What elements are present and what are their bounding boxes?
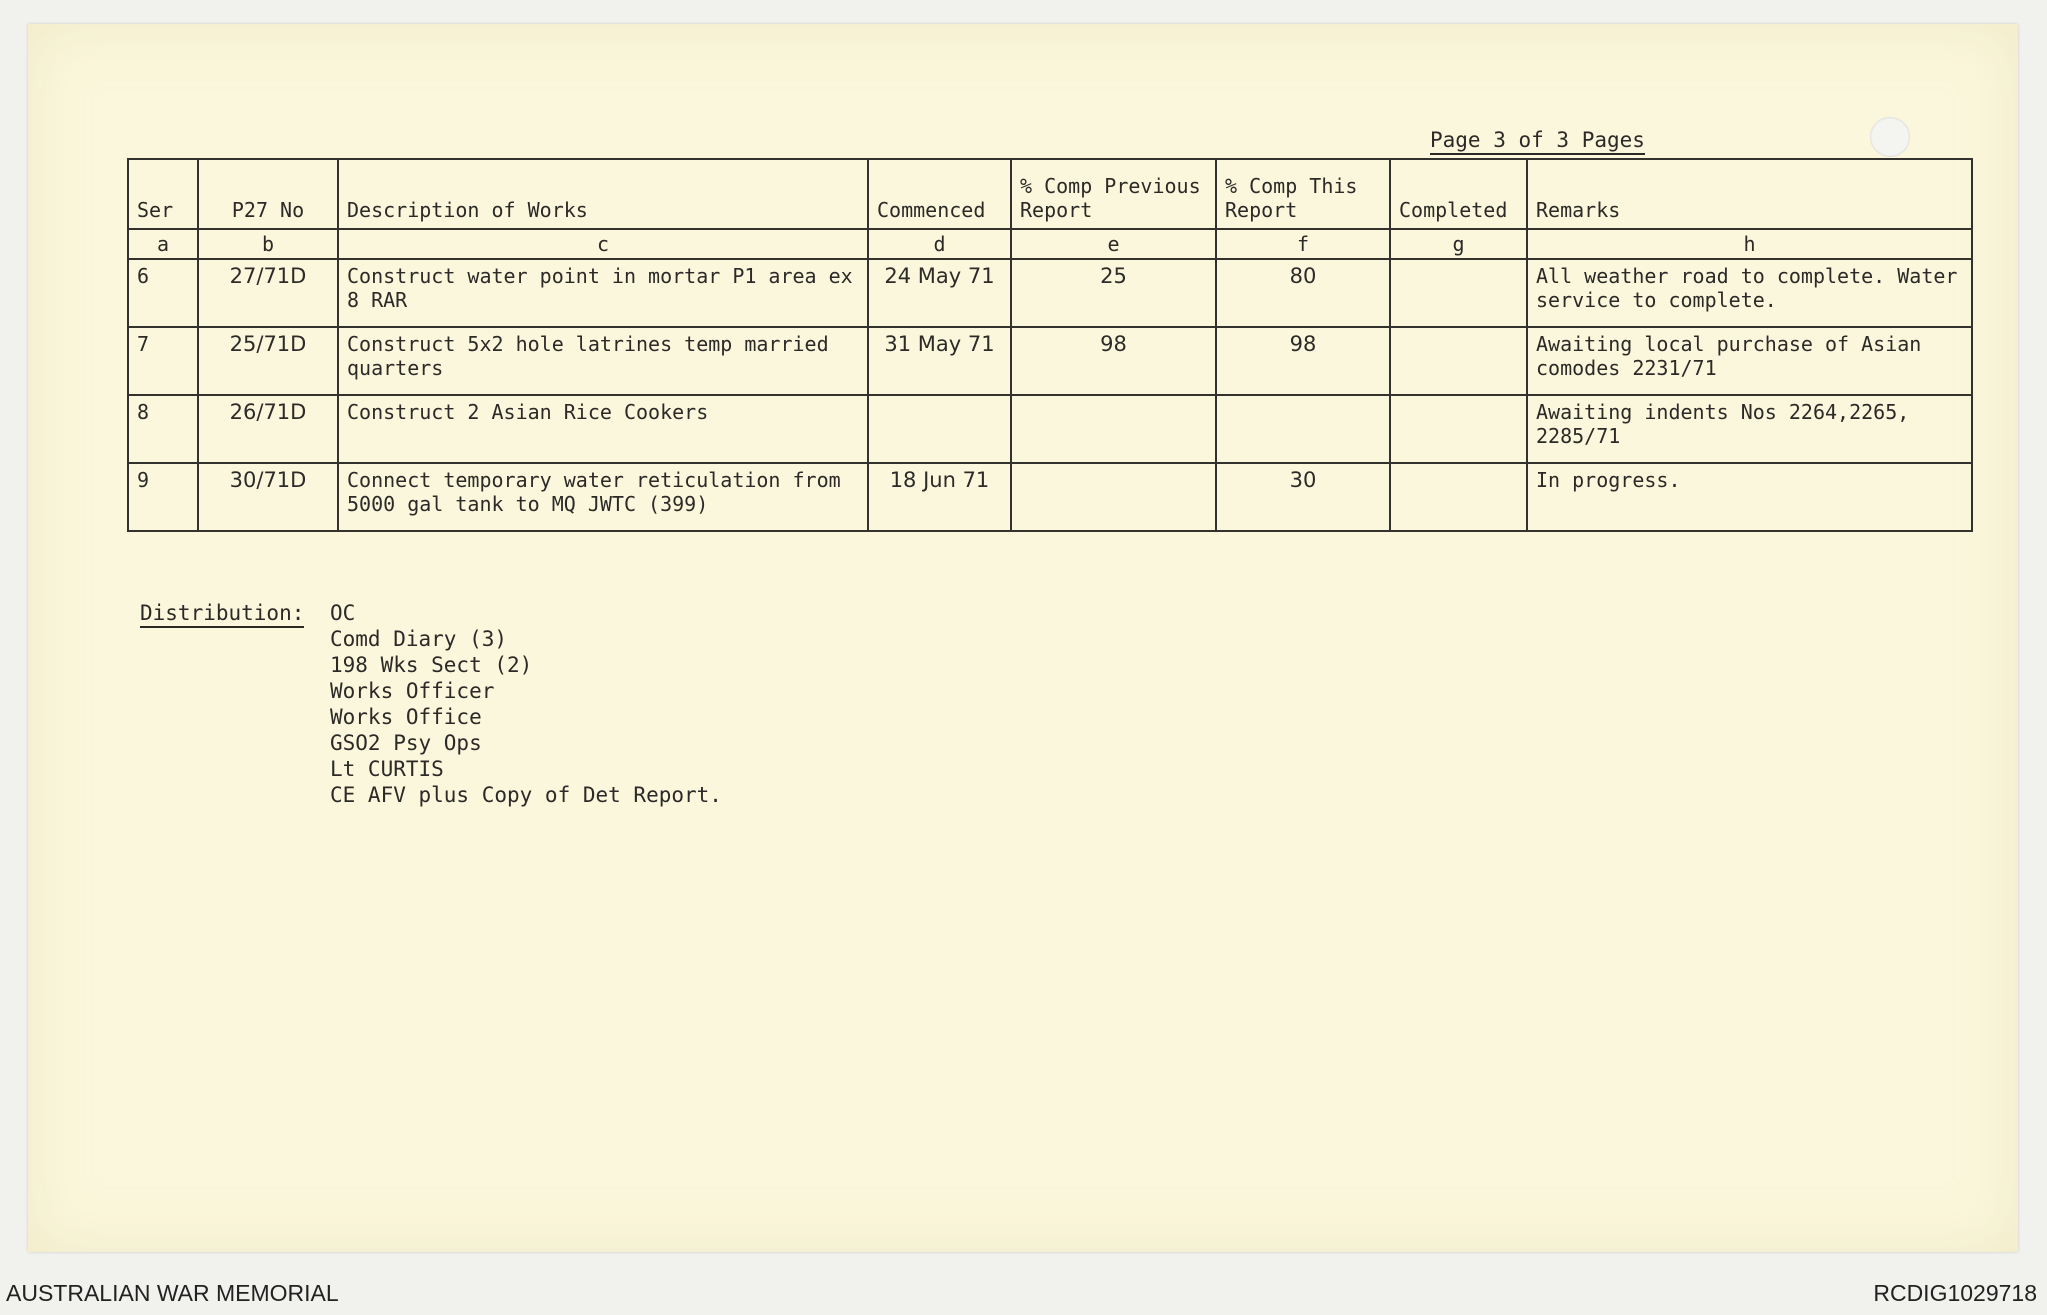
- distribution-item: Works Officer: [330, 679, 495, 703]
- cell-commenced: 31 May 71: [868, 327, 1011, 395]
- distribution-item: CE AFV plus Copy of Det Report.: [330, 783, 722, 807]
- cell-comp-previous: 25: [1011, 259, 1216, 327]
- cell-commenced: [868, 395, 1011, 463]
- cell-completed: [1390, 463, 1527, 531]
- letter-g: g: [1390, 229, 1527, 259]
- letter-f: f: [1216, 229, 1390, 259]
- cell-remarks: Awaiting indents Nos 2264,2265, 2285/71: [1527, 395, 1972, 463]
- cell-ser: 6: [128, 259, 198, 327]
- cell-p27: 30/71D: [198, 463, 338, 531]
- header-completed: Completed: [1390, 159, 1527, 229]
- cell-commenced: 24 May 71: [868, 259, 1011, 327]
- distribution-item: Comd Diary (3): [330, 627, 508, 651]
- footer-record-id: RCDIG1029718: [1873, 1280, 2037, 1306]
- header-description: Description of Works: [338, 159, 868, 229]
- cell-remarks: All weather road to complete. Water service to complete.: [1527, 259, 1972, 327]
- letter-h: h: [1527, 229, 1972, 259]
- distribution-list: [330, 600, 722, 808]
- table-row: [128, 327, 1972, 395]
- letter-d: d: [868, 229, 1011, 259]
- distribution-item: Works Office: [330, 705, 482, 729]
- cell-description: Construct water point in mortar P1 area ex 8 RAR: [338, 259, 868, 327]
- cell-comp-previous: 98: [1011, 327, 1216, 395]
- table-letter-row: [128, 229, 1972, 259]
- distribution-item: 198 Wks Sect (2): [330, 653, 533, 677]
- distribution-item: OC: [330, 601, 356, 625]
- works-progress-table: [127, 158, 1973, 532]
- cell-comp-this: 98: [1216, 327, 1390, 395]
- punch-hole: [1870, 117, 1910, 157]
- letter-c: c: [338, 229, 868, 259]
- cell-description: Construct 2 Asian Rice Cookers: [338, 395, 868, 463]
- letter-b: b: [198, 229, 338, 259]
- table-header-row: [128, 159, 1972, 229]
- cell-remarks: Awaiting local purchase of Asian comodes 2231/71: [1527, 327, 1972, 395]
- cell-comp-this: [1216, 395, 1390, 463]
- cell-p27: 26/71D: [198, 395, 338, 463]
- cell-description: Construct 5x2 hole latrines temp married quarters: [338, 327, 868, 395]
- cell-ser: 8: [128, 395, 198, 463]
- page-indicator: Page 3 of 3 Pages: [1430, 128, 1645, 155]
- cell-comp-previous: [1011, 395, 1216, 463]
- cell-p27: 27/71D: [198, 259, 338, 327]
- cell-comp-previous: [1011, 463, 1216, 531]
- footer-institution: AUSTRALIAN WAR MEMORIAL: [6, 1280, 339, 1306]
- cell-commenced: 18 Jun 71: [868, 463, 1011, 531]
- cell-p27: 25/71D: [198, 327, 338, 395]
- letter-a: a: [128, 229, 198, 259]
- cell-completed: [1390, 259, 1527, 327]
- table-row: [128, 259, 1972, 327]
- header-ser: Ser: [128, 159, 198, 229]
- cell-comp-this: 30: [1216, 463, 1390, 531]
- distribution-label: Distribution:: [140, 600, 304, 628]
- letter-e: e: [1011, 229, 1216, 259]
- cell-ser: 9: [128, 463, 198, 531]
- cell-remarks: In progress.: [1527, 463, 1972, 531]
- distribution-item: Lt CURTIS: [330, 757, 444, 781]
- header-remarks: Remarks: [1527, 159, 1972, 229]
- distribution-item: GSO2 Psy Ops: [330, 731, 482, 755]
- header-comp-previous: % Comp Previous Report: [1011, 159, 1216, 229]
- header-comp-this: % Comp This Report: [1216, 159, 1390, 229]
- table-row: [128, 463, 1972, 531]
- header-p27-no: P27 No: [198, 159, 338, 229]
- table-row: [128, 395, 1972, 463]
- cell-comp-this: 80: [1216, 259, 1390, 327]
- cell-ser: 7: [128, 327, 198, 395]
- cell-completed: [1390, 327, 1527, 395]
- cell-description: Connect temporary water reticulation from 5000 gal tank to MQ JWTC (399): [338, 463, 868, 531]
- cell-completed: [1390, 395, 1527, 463]
- header-commenced: Commenced: [868, 159, 1011, 229]
